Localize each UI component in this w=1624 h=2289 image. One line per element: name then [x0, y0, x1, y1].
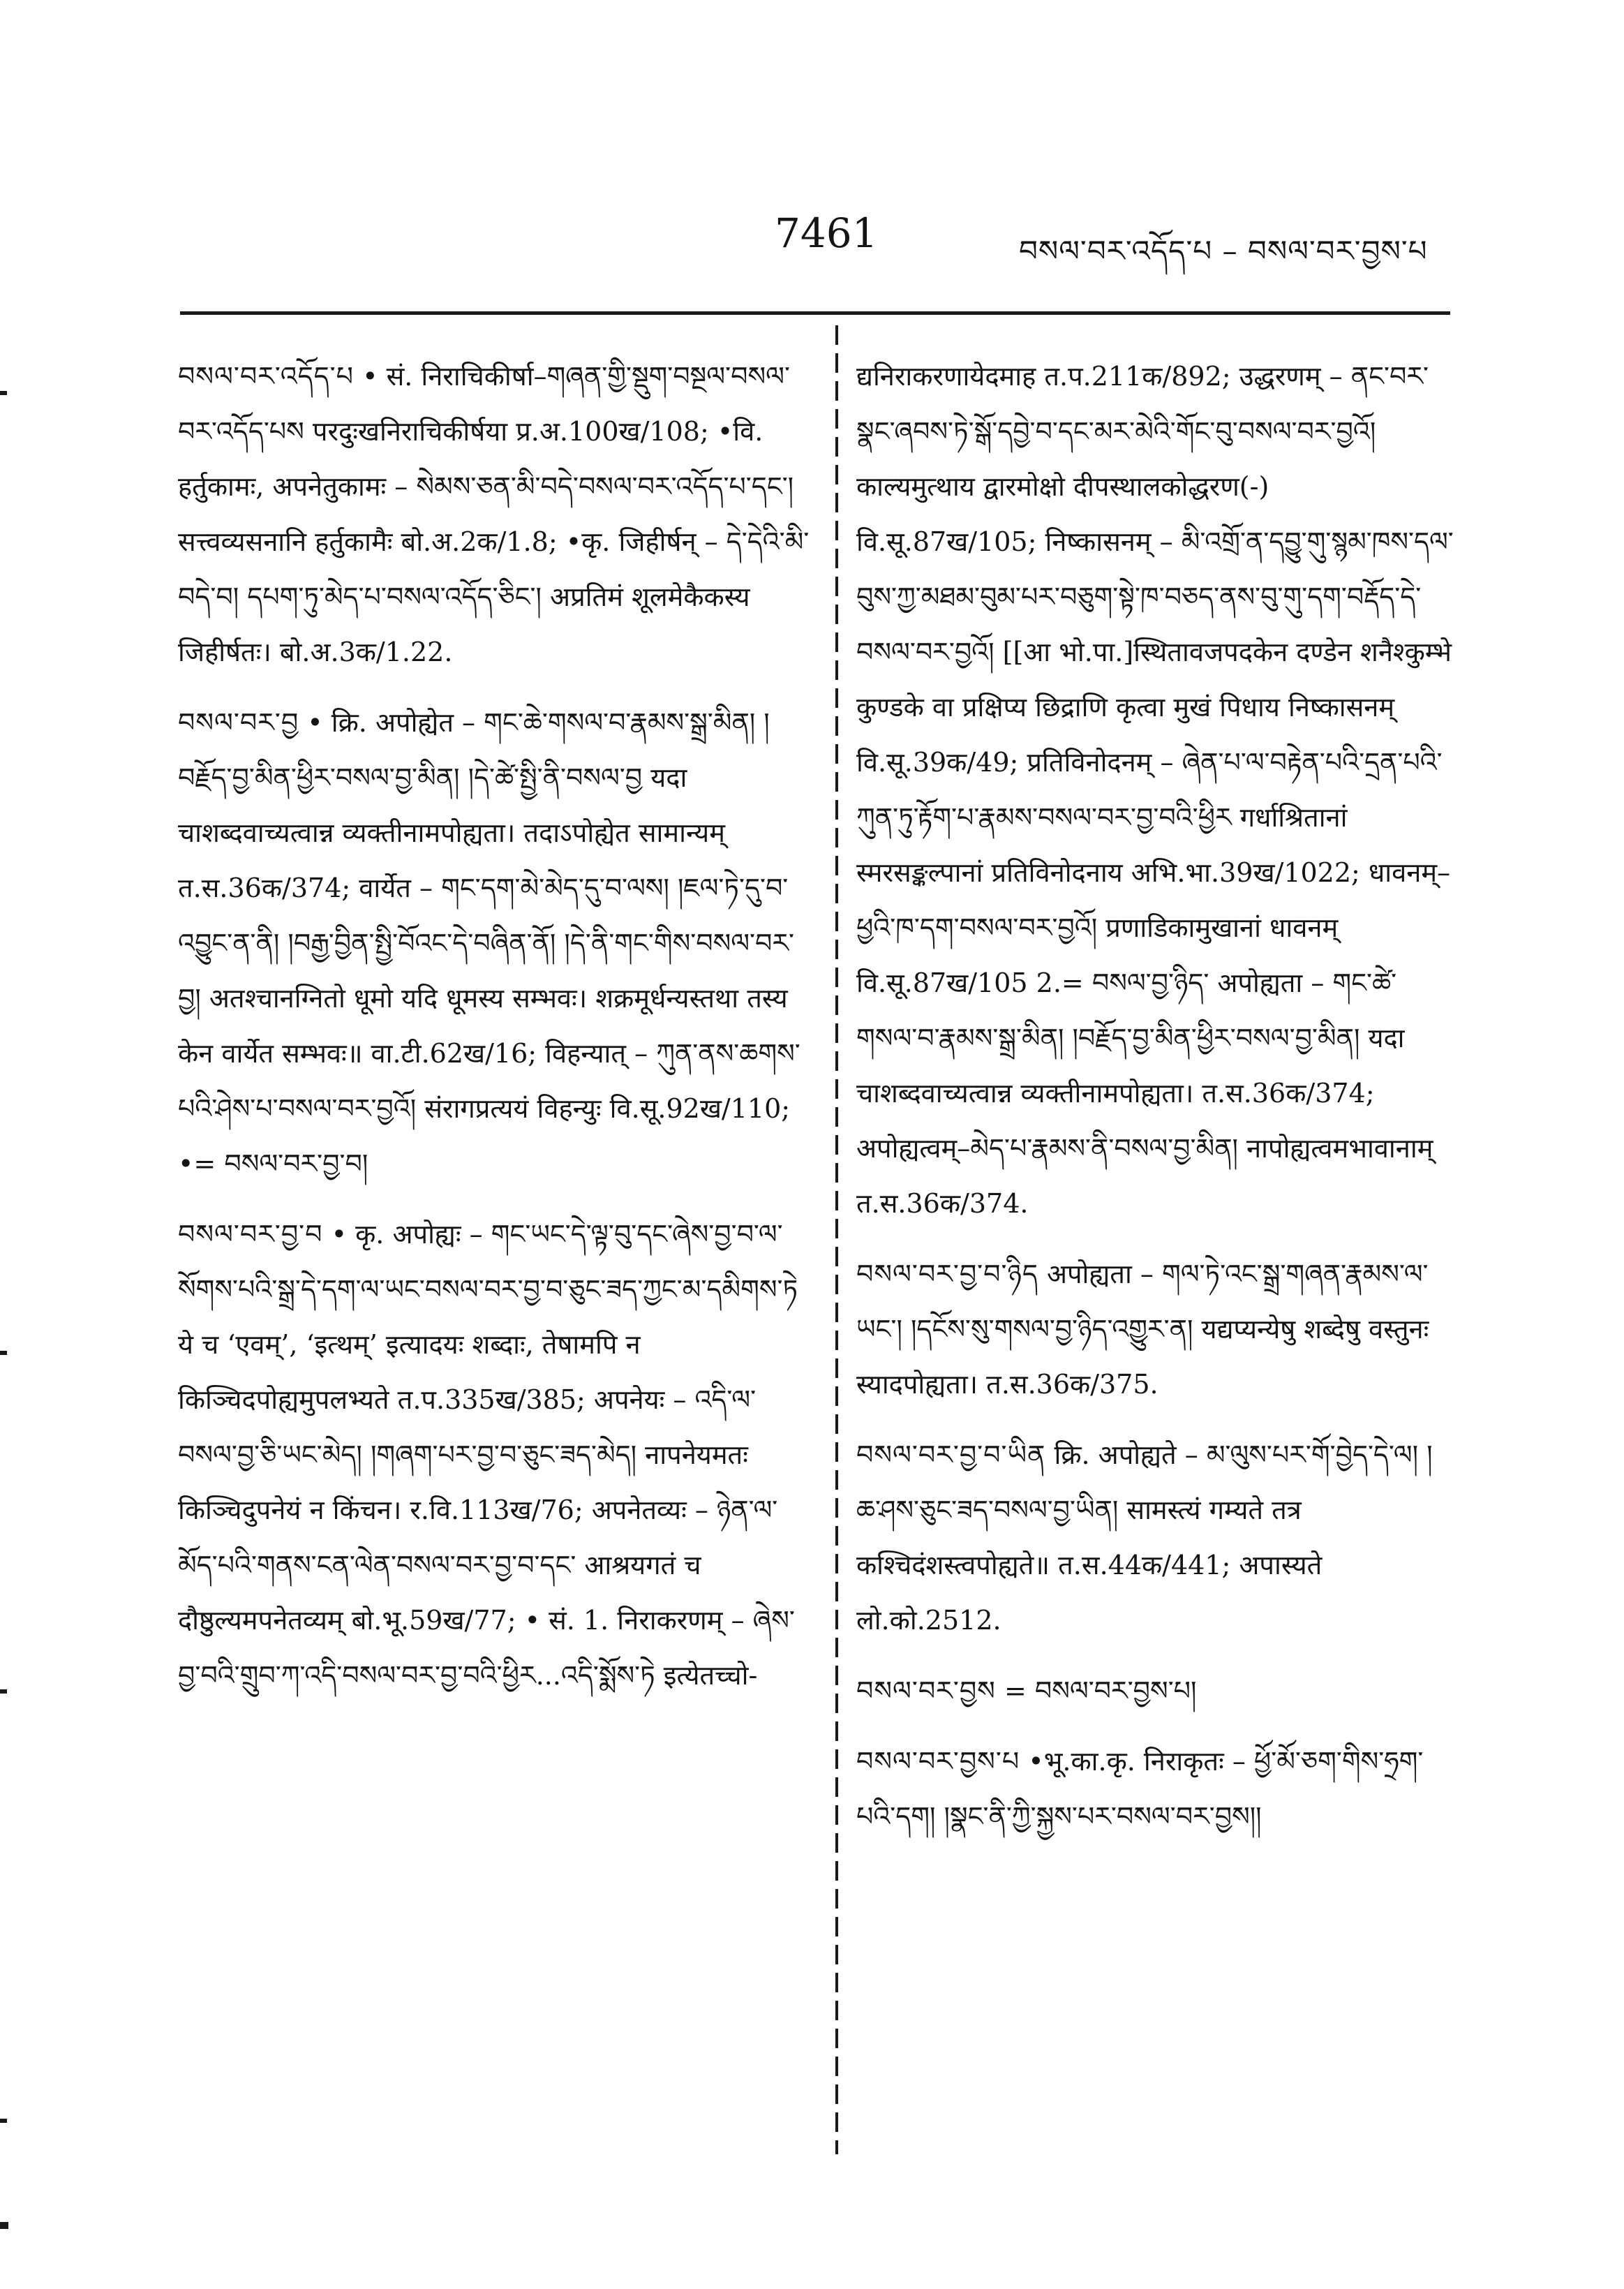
dictionary-entry	[856, 1428, 1457, 1648]
scan-margin-mark	[0, 1351, 7, 1355]
entry-headword: བསལ་བར་བྱ་བ་ཡིན	[856, 1439, 1046, 1470]
page-number: 7461	[775, 209, 878, 257]
left-column	[178, 349, 810, 1708]
dictionary-entry	[856, 1734, 1457, 1844]
right-column	[856, 349, 1457, 1849]
entry-body: द्यनिराकरणायेदमाह त.प.211क/892; उद्धरणम् – ནང་བར་སྣང་ཞབས་ཏེ་སྒོ་དབྱེ་བ་དང་མར་མེའི་གོང་བུ་བསལ་བར་བྱའོ། काल्यमुत्थाय द्वारमोक्षो दीपस्थालकोद्धरण(-) वि.सू.87ख/105; निष्कासनम् – མི་འགྲོ་ན་དབྱུ་གུ་སྙམ་ཁས་དལ་བུས་ཀྱ་མཐམ་བུམ་པར་བཅུག་སྟེ་ཁ་བཅད་ནས་བུ་གུ་དག་བརྡོད་དེ་བསལ་བར་བྱའོ། [[आ भो.पा.]स्थितावजपदकेन दण्डेन शनैश्कुम्भे कुण्डके वा प्रक्षिप्य छिद्राणि कृत्वा मुखं पिधाय निष्कासनम् वि.सू.39क/49; प्रतिविनोदनम् – ཞེན་པ་ལ་བརྟེན་པའི་དྲན་པའི་ཀུན་ཏུ་རྟོག་པ་རྣམས་བསལ་བར་བྱ་བའི་ཕྱིར गर्धाश्रितानां स्मरसङ्कल्पानां प्रतिविनोदनाय अभि.भा.39ख/1022; धावनम्–ཕྱའི་ཁ་དག་བསལ་བར་བྱའོ། प्रणाडिकामुखानां धावनम् वि.सू.87ख/105 2.= བསལ་བྱ་ཉིད་ अपोह्यता – གང་ཚེ་གསལ་བ་རྣམས་སྒྲ་མིན། །བརྗོད་བྱ་མིན་ཕྱིར་བསལ་བྱ་མིན། यदा चाशब्दवाच्यत्वान्न व्यक्तीनामपोह्यता। त.स.36क/374; अपोह्यत्वम्–མེད་པ་རྣམས་ནི་བསལ་བྱ་མིན། नापोह्यत्वमभावानाम् त.स.36क/374.	[856, 361, 1454, 1219]
entry-body: •भू.का.कृ. निराकृतः – ཕྱོ་མོ་ཅག་གིས་ཧྲག་པའི་དག། །སྣང་ནི་ཀྱི་སྐྱས་པར་བསལ་བར་བྱས།།	[856, 1746, 1424, 1832]
entry-body: अपोह्यता – གལ་ཏེ་འང་སྒྲ་གཞན་རྣམས་ལ་ཡང་། །དངོས་སུ་གསལ་བྱ་ཉིད་འགྱུར་ན། यद्यप्यन्येषु शब्देषु वस्तुनः स्यादपोह्यता। त.स.36क/375.	[856, 1259, 1429, 1400]
scan-margin-mark	[0, 2119, 7, 2123]
entry-headword: བསལ་བར་བྱ་བ་ཉིད	[856, 1259, 1038, 1289]
entry-headword: བསལ་བར་བྱས་པ	[856, 1746, 1020, 1777]
dictionary-entry	[856, 1247, 1457, 1412]
column-divider	[835, 325, 838, 2154]
page-header	[0, 209, 1624, 268]
entry-headword: བསལ་བར་བྱ་བ	[178, 1219, 323, 1250]
scan-margin-mark	[0, 1689, 7, 1694]
scan-edge-mark	[0, 2222, 8, 2229]
entry-headword: བསལ་བར་བྱ	[178, 707, 299, 738]
scan-margin-mark	[0, 391, 7, 395]
entry-body: • सं. निराचिकीर्षा–གཞན་གྱི་སྡུག་བསྔལ་བསལ་བར་འདོད་པས परदुःखनिराचिकीर्षया प्र.अ.100ख/108; •वि. हर्तुकामः, अपनेतुकामः – སེམས་ཅན་མི་བདེ་བསལ་བར་འདོད་པ་དང༌། सत्त्वव्यसनानि हर्तुकामैः बो.अ.2क/1.8; •कृ. जिहीर्षन् – དེ་དེའི་མི་བདེ་བ། དཔག་ཏུ་མེད་པ་བསལ་འདོད་ཅིང༌། अप्रतिमं शूलमेकैकस्य जिहीर्षतः। बो.अ.3क/1.22.	[178, 361, 810, 667]
entry-headword: བསལ་བར་འདོད་པ	[178, 361, 354, 392]
dictionary-entry-continued	[856, 349, 1457, 1231]
running-head: བསལ་བར་འདོད་པ – བསལ་བར་བྱས་པ	[1019, 234, 1428, 268]
dictionary-entry	[178, 1207, 810, 1703]
entry-body: • क्रि. अपोह्येत – གང་ཆེ་གསལ་བ་རྣམས་སྒྲ་མིན། །བརྗོད་བྱ་མིན་ཕྱིར་བསལ་བྱ་མིན། །དེ་ཚེ་སྤྱི་ནི་བསལ་བྱ यदा चाशब्दवाच्यत्वान्न व्यक्तीनामपोह्यता। तदाऽपोह्येत सामान्यम् त.स.36क/374; वार्येत – གང་དག་མེ་མེད་དུ་བ་ལས། །ཇལ་ཏེ་དུ་བ་འབྱུང་ན་ནི། །བརྒྱ་བྱིན་སྤྱི་བོའང་དེ་བཞིན་ནོ། །དེ་ནི་གང་གིས་བསལ་བར་བྱ། अतश्चानग्नितो धूमो यदि धूमस्य सम्भवः। शक्रमूर्धन्यस्तथा तस्य केन वार्येत सम्भवः॥ वा.टी.62ख/16; विहन्यात् – ཀུན་ནས་ཆགས་པའི་ཤེས་པ་བསལ་བར་བྱའོ། संरागप्रत्ययं विहन्युः वि.सू.92ख/110; •= བསལ་བར་བྱ་བ།	[178, 707, 800, 1179]
entry-headword: བསལ་བར་བྱས	[856, 1675, 996, 1706]
entry-body: = བསལ་བར་བྱས་པ།	[1004, 1675, 1197, 1706]
header-rule	[180, 311, 1450, 315]
dictionary-entry	[178, 695, 810, 1192]
entry-body: • कृ. अपोह्यः – གང་ཡང་དེ་ལྟ་བུ་དང་ཞེས་བྱ་བ་ལ་སོགས་པའི་སྒྲ་དེ་དག་ལ་ཡང་བསལ་བར་བྱ་བ་ཅུང་ཟད་ཀྱང་མ་དམིགས་ཏེ ये च ‘एवम्’, ‘इत्थम्’ इत्यादयः शब्दाः, तेषामपि न किञ्चिदपोह्यमुपलभ्यते त.प.335ख/385; अपनेयः – འདི་ལ་བསལ་བྱ་ཅི་ཡང་མེད། །གཞག་པར་བྱ་བ་ཅུང་ཟད་མེད། नापनेयमतः किञ्चिदुपनेयं न किंचन। र.वि.113ख/76; अपनेतव्यः – ཉེན་ལ་མོད་པའི་གནས་ངན་ལེན་བསལ་བར་བྱ་བ་དང་ आश्रयगतं च दौष्ठुल्यमपनेतव्यम् बो.भू.59ख/77; • सं. 1. निराकरणम् – ཞེས་བྱ་བའི་གྲུབ་ཀ་འདི་བསལ་བར་བྱ་བའི་ཕྱིར...འདི་སྨོས་ཏེ इत्येतच्चो-	[178, 1219, 798, 1691]
dictionary-entry	[178, 349, 810, 680]
entry-body: क्रि. अपोह्यते – མ་ལུས་པར་གོ་བྱེད་དེ་ལ། །ཆ་ཤས་ཅུང་ཟད་བསལ་བྱ་ཡིན། सामस्त्यं गम्यते तत्र कश्चिदंशस्त्वपोह्यते॥ त.स.44क/441; अपास्यते लो.को.2512.	[856, 1439, 1433, 1636]
dictionary-entry	[856, 1664, 1457, 1719]
